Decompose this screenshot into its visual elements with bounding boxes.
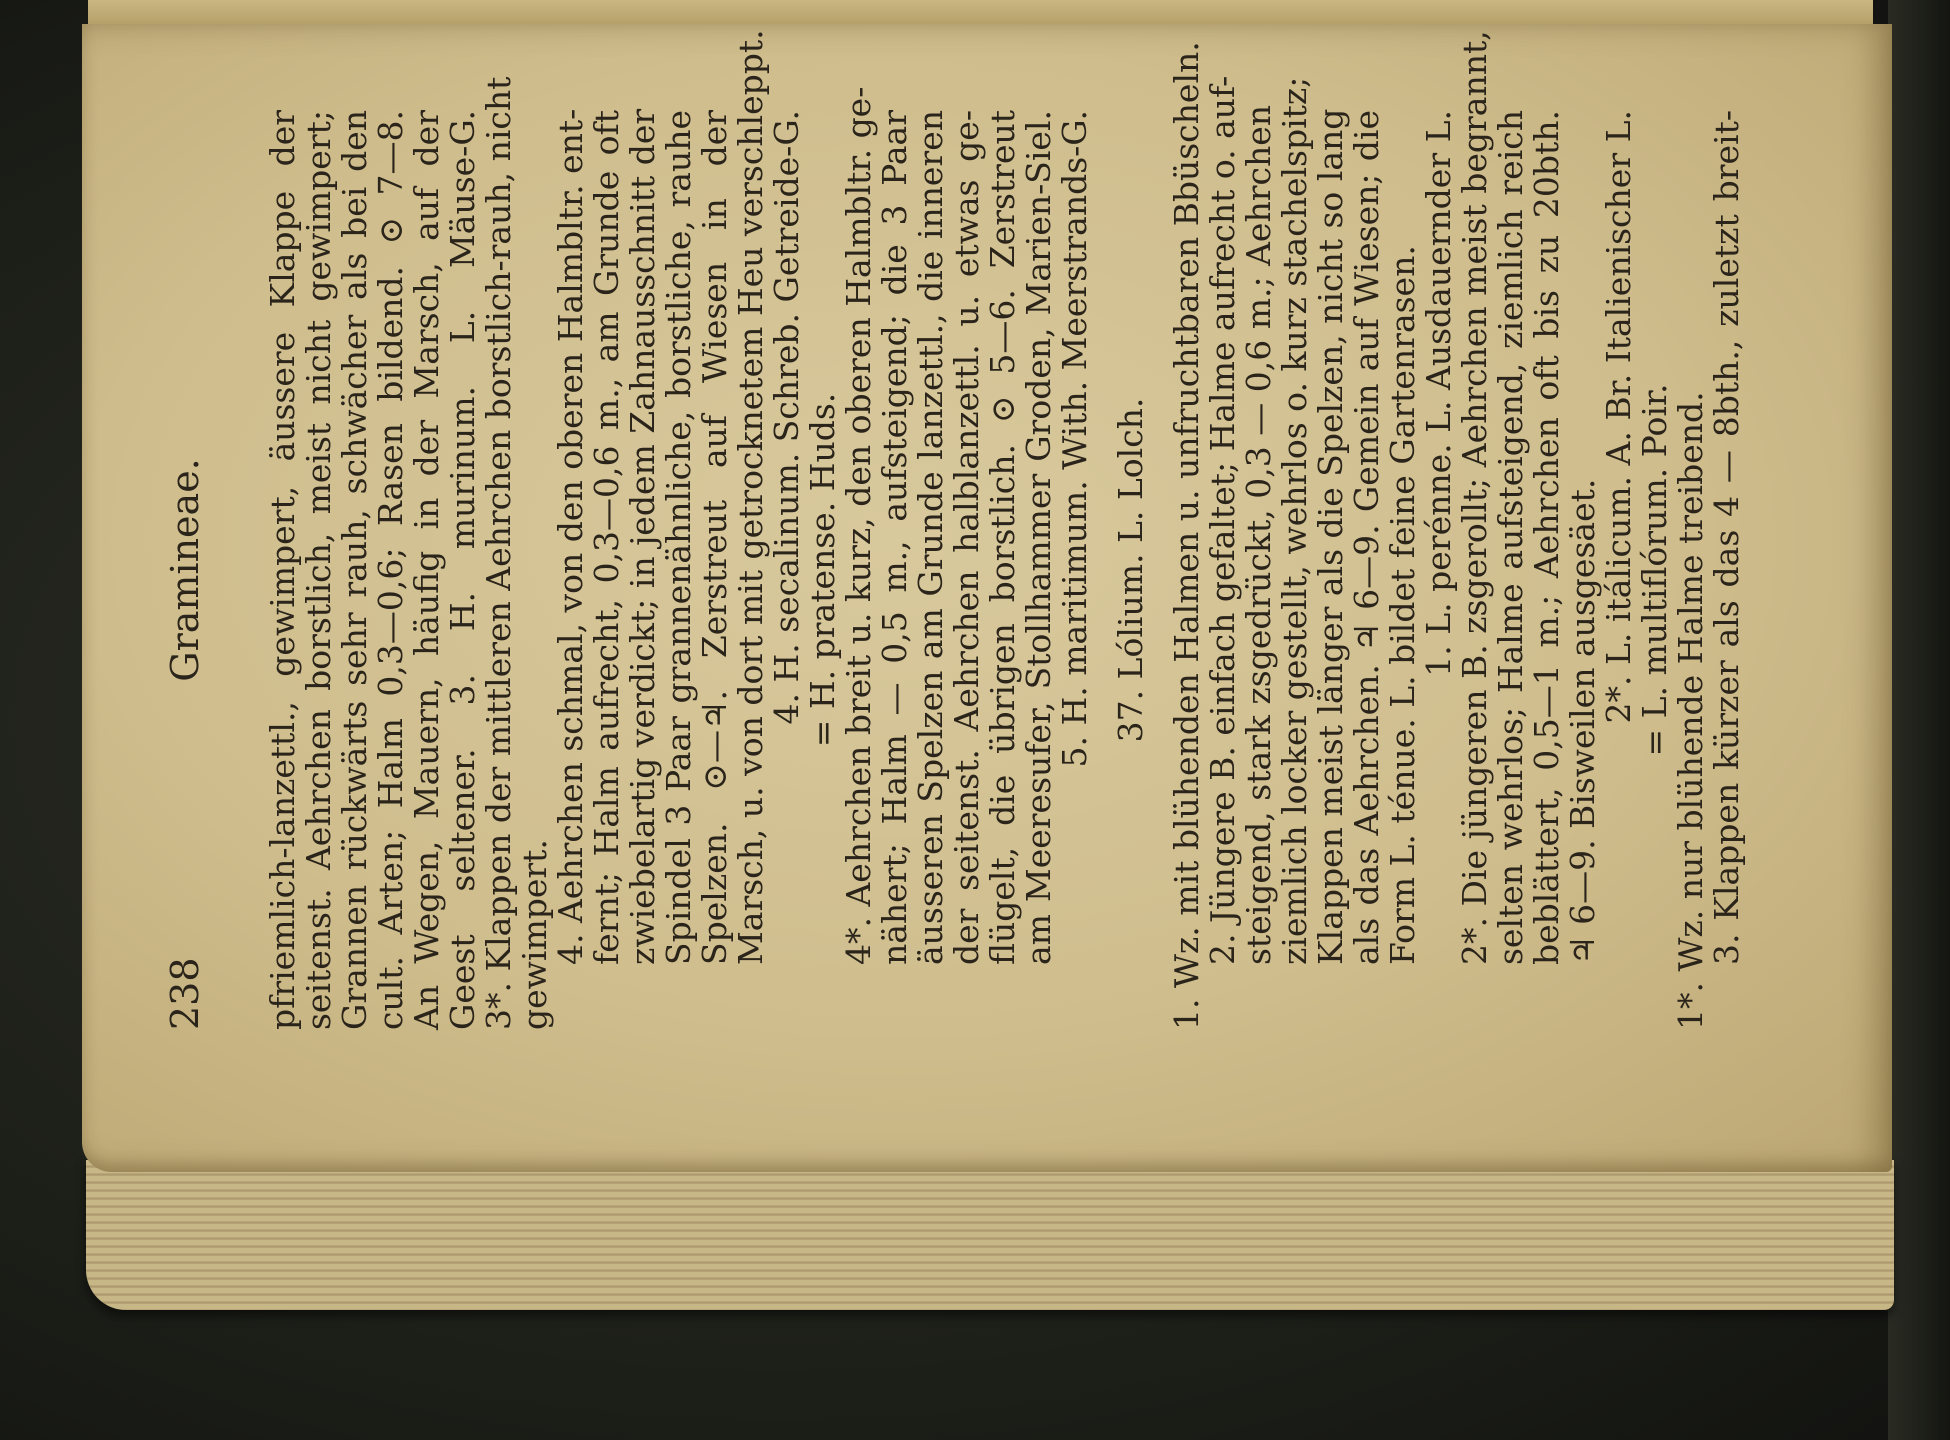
text-line: 3*. Klappen der mittleren Aehrchen borstlich-rauh, nicht xyxy=(479,76,518,1030)
text-line: seitenst. Aehrchen borstlich, meist nicht gewimpert; xyxy=(299,110,338,1030)
text-line: Grannen rückwärts sehr rauh, schwächer als bei den xyxy=(335,110,374,1030)
text-line: flügelt, die übrigen borstlich. ⊙ 5—6. Zerstreut xyxy=(983,110,1022,965)
text-line: 4*. Aehrchen breit u. kurz, den oberen Halmbltr. ge- xyxy=(839,86,878,965)
text-line: 5. H. maritimum. With. Meerstrands-G. xyxy=(1055,110,1094,768)
text-line: Geest seltener. 3. H. murinum. L. Mäuse-G. xyxy=(443,110,482,1030)
text-line: 4. H. secalinum. Schreb. Getreide-G. xyxy=(767,110,806,725)
text-line: beblättert, 0,5—1 m.; Aehrchen oft bis zu 20bth. xyxy=(1527,110,1566,965)
text-line: 3. Klappen kürzer als das 4 — 8bth., zuletzt breit- xyxy=(1707,110,1746,965)
text-line: 2. Jüngere B. einfach gefaltet; Halme aufrecht o. auf- xyxy=(1203,75,1242,965)
genus-heading: 37. Lólium. L. Lolch. xyxy=(1111,397,1150,743)
text-line: ziemlich locker gestellt, wehrlos o. kurz stachelspitz; xyxy=(1275,76,1314,965)
text-line: Klappen meist länger als die Spelzen, nicht so lang xyxy=(1311,108,1350,965)
text-line: als das Aehrchen. ♃ 6—9. Gemein auf Wiesen; die xyxy=(1347,110,1386,965)
text-line: An Wegen, Mauern, häufig in der Marsch, auf der xyxy=(407,110,446,1030)
book-edge xyxy=(1888,0,1950,1440)
page-stack xyxy=(86,1160,1894,1310)
text-line: Spelzen. ⊙—♃. Zerstreut auf Wiesen in der xyxy=(695,110,734,965)
text-line: 2*. Die jüngeren B. zsgerollt; Aehrchen meist begrannt, xyxy=(1455,30,1494,965)
page-body xyxy=(263,29,1746,1030)
text-line: steigend, stark zsgedrückt, 0,3 — 0,6 m.; Aehrchen xyxy=(1239,105,1278,965)
text-line: zwiebelartig verdickt; in jedem Zahnausschnitt der xyxy=(623,108,662,965)
text-line: selten wehrlos; Halme aufsteigend, ziemlich reich xyxy=(1491,110,1530,965)
page-title: Gramineae. xyxy=(163,458,207,682)
text-line: gewimpert. xyxy=(515,839,554,1030)
page-number: 238 xyxy=(163,957,207,1030)
text-line: 1*. Wz. nur blühende Halme treibend. xyxy=(1671,391,1710,1030)
text-line: = H. pratense. Huds. xyxy=(803,392,842,748)
text-line: 2*. L. itálicum. A. Br. Italienischer L. xyxy=(1599,110,1638,724)
text-line: 1. Wz. mit blühenden Halmen u. unfruchtbaren Bbüscheln. xyxy=(1167,41,1206,1030)
text-line: 4. Aehrchen schmal, von den oberen Halmbltr. ent- xyxy=(551,108,590,965)
text-line: pfriemlich-lanzettl., gewimpert, äussere Klappe der xyxy=(263,110,302,1030)
text-line: fernt; Halm aufrecht, 0,3—0,6 m., am Grunde oft xyxy=(587,110,626,965)
text-line: der seitenst. Aehrchen halblanzettl. u. etwas ge- xyxy=(947,110,986,965)
text-line: Marsch, u. von dort mit getrocknetem Heu verschleppt. xyxy=(731,29,770,965)
text-line: nähert; Halm — 0,5 m., aufsteigend; die 3 Paar xyxy=(875,110,914,965)
text-line: ♃ 6—9. Bisweilen ausgesäet. xyxy=(1563,478,1602,965)
text-line: äusseren Spelzen am Grunde lanzettl., die inneren xyxy=(911,110,950,965)
text-line: am Meeresufer, Stollhammer Groden, Marien-Siel. xyxy=(1019,110,1058,965)
text-line: 1. L. perénne. L. Ausdauernder L. xyxy=(1419,110,1458,677)
rotated-text-block xyxy=(115,29,1835,1070)
text-line: cult. Arten; Halm 0,3—0,6; Rasen bildend. ⊙ 7—8. xyxy=(371,110,410,1030)
page-header xyxy=(155,110,215,1030)
text-line: = L. multiflórum. Poir. xyxy=(1635,383,1674,757)
text-line: Form L. ténue. L. bildet feine Gartenrasen. xyxy=(1383,245,1422,965)
text-line: Spindel 3 Paar grannenähnliche, borstliche, rauhe xyxy=(659,110,698,965)
facing-page-edge xyxy=(88,0,1873,27)
